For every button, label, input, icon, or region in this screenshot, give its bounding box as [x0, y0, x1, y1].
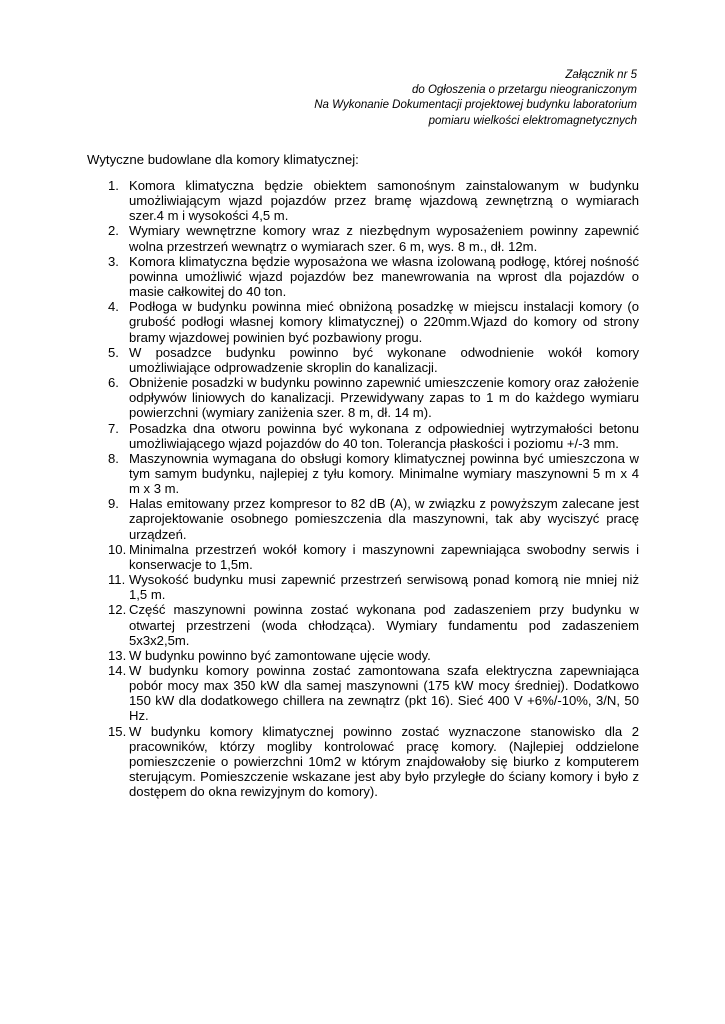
list-item-number: 11.: [108, 572, 126, 588]
list-item-text: Wysokość budynku musi zapewnić przestrzeń serwisową ponad komorą nie mniej niż 1,5 m.: [129, 572, 639, 603]
list-item-text: W posadzce budynku powinno być wykonane odwodnienie wokół komory umożliwiające odprowadzenie skroplin do kanalizacji.: [129, 344, 639, 375]
list-item-number: 13.: [108, 647, 127, 663]
list-item-number: 2.: [108, 223, 119, 239]
annex-number: Załącznik nr 5: [565, 69, 637, 81]
annex-subject: Na Wykonanie Dokumentacji projektowej budynku laboratorium: [314, 99, 637, 112]
list-item-text: Podłoga w budynku powinna mieć obniżoną posadzkę w miejscu instalacji komory (o grubość podłogi własnej komory klimatycznej) o 220mm.Wjazd do komory od strony bramy wjazdowej powinien być pozbawiony progu.: [129, 299, 639, 345]
section-heading: Wytyczne budowlane dla komory klimatycznej:: [87, 152, 359, 167]
list-item: [108, 724, 639, 800]
list-item-number: 10.: [108, 541, 127, 557]
list-item: [108, 254, 639, 299]
list-item: [108, 421, 639, 451]
list-item: [108, 451, 639, 496]
list-item-number: 12.: [108, 602, 127, 618]
list-item: [108, 602, 639, 647]
list-item-number: 3.: [108, 253, 119, 269]
list-item-text: W budynku komory klimatycznej powinno zostać wyznaczone stanowisko dla 2 pracowników, którzy mogliby kontrolować pracę komory. (Najlepiej oddzielone pomieszczenie o powierzchni 10m2 w którym znajdowałoby się biurko z komputerem sterującym. Pomieszczenie wskazane jest aby było przyległe do ściany komory i było z dostępem do okna rewizyjnym do komory).: [129, 723, 639, 800]
annex-subject-continued: pomiaru wielkości elektromagnetycznych: [428, 114, 637, 127]
list-item-text: Komora klimatyczna będzie wyposażona we własna izolowaną podłogę, której nośność powinna umożliwić wjazd pojazdów bez manewrowania na wprost dla pojazdów o masie całkowitej do 40 ton.: [129, 253, 639, 300]
list-item: [108, 178, 639, 223]
list-item-number: 4.: [108, 299, 119, 315]
list-item: [108, 663, 639, 724]
list-item: [108, 542, 639, 572]
list-item-text: Obniżenie posadzki w budynku powinno zapewnić umieszczenie komory oraz założenie odpływów liniowych do kanalizacji. Przewidywany zapas to 1 m do każdego wymiaru powierzchni (wymiary zaniżenia szer. 8 m, dł. 14 m).: [129, 375, 639, 421]
list-item-text: W budynku powinno być zamontowane ujęcie wody.: [129, 647, 431, 663]
list-item-number: 6.: [108, 375, 119, 391]
list-item: [108, 299, 639, 344]
list-item-text: Maszynownia wymagana do obsługi komory klimatycznej powinna być umieszczona w tym samym budynku, najlepiej z tyłu komory. Minimalne wymiary maszynowni 5 m x 4 m x 3 m.: [129, 450, 639, 497]
list-item-number: 1.: [108, 178, 119, 193]
list-item: [108, 345, 639, 375]
list-item-number: 7.: [108, 420, 119, 436]
list-item-text: Część maszynowni powinna zostać wykonana pod zadaszeniem przy budynku w otwartej przestrzeni (woda chłodząca). Wymiary fundamentu pod zadaszeniem 5x3x2,5m.: [129, 602, 639, 648]
list-item-number: 8.: [108, 450, 119, 466]
annex-reference: do Ogłoszenia o przetargu nieograniczonym: [411, 84, 637, 97]
list-item-text: Komora klimatyczna będzie obiektem samonośnym zainstalowanym w budynku umożliwiającym wjazd pojazdów przez bramę wjazdową zewnętrzną o wymiarach szer.4 m i wysokości 4,5 m.: [129, 178, 639, 224]
requirements-list: [108, 178, 639, 799]
list-item-number: 5.: [108, 344, 119, 360]
list-item-number: 14.: [108, 663, 127, 678]
list-item-number: 15.: [108, 723, 127, 739]
list-item: [108, 572, 639, 602]
list-item: [108, 496, 639, 541]
annex-header: [314, 68, 637, 129]
list-item-number: 9.: [108, 496, 119, 512]
list-item: [108, 375, 639, 420]
list-item: [108, 223, 639, 253]
list-item-text: Halas emitowany przez kompresor to 82 dB (A), w związku z powyższym zalecane jest zaprojektowanie osobnego pomieszczenia dla maszynowni, tak aby wyciszyć pracę urządzeń.: [129, 496, 639, 542]
list-item: [108, 648, 639, 663]
list-item-text: W budynku komory powinna zostać zamontowana szafa elektryczna zapewniająca pobór mocy max 350 kW dla samej maszynowni (175 kW mocy średniej). Dodatkowo 150 kW dla dodatkowego chillera na zewnątrz (pkt 16). Sieć 400 V +6%/-10%, 3/N, 50 Hz.: [129, 663, 639, 724]
list-item-text: Minimalna przestrzeń wokół komory i maszynowni zapewniająca swobodny serwis i konserwacje to 1,5m.: [129, 541, 639, 572]
list-item-text: Wymiary wewnętrzne komory wraz z niezbędnym wyposażeniem powinny zapewnić wolna przestrzeń wewnątrz o wymiarach szer. 6 m, wys. 8 m., dł. 12m.: [129, 223, 639, 254]
list-item-text: Posadzka dna otworu powinna być wykonana z odpowiedniej wytrzymałości betonu umożliwiającego wjazd pojazdów do 40 ton. Tolerancja płaskości i poziomu +/-3 mm.: [129, 420, 639, 451]
